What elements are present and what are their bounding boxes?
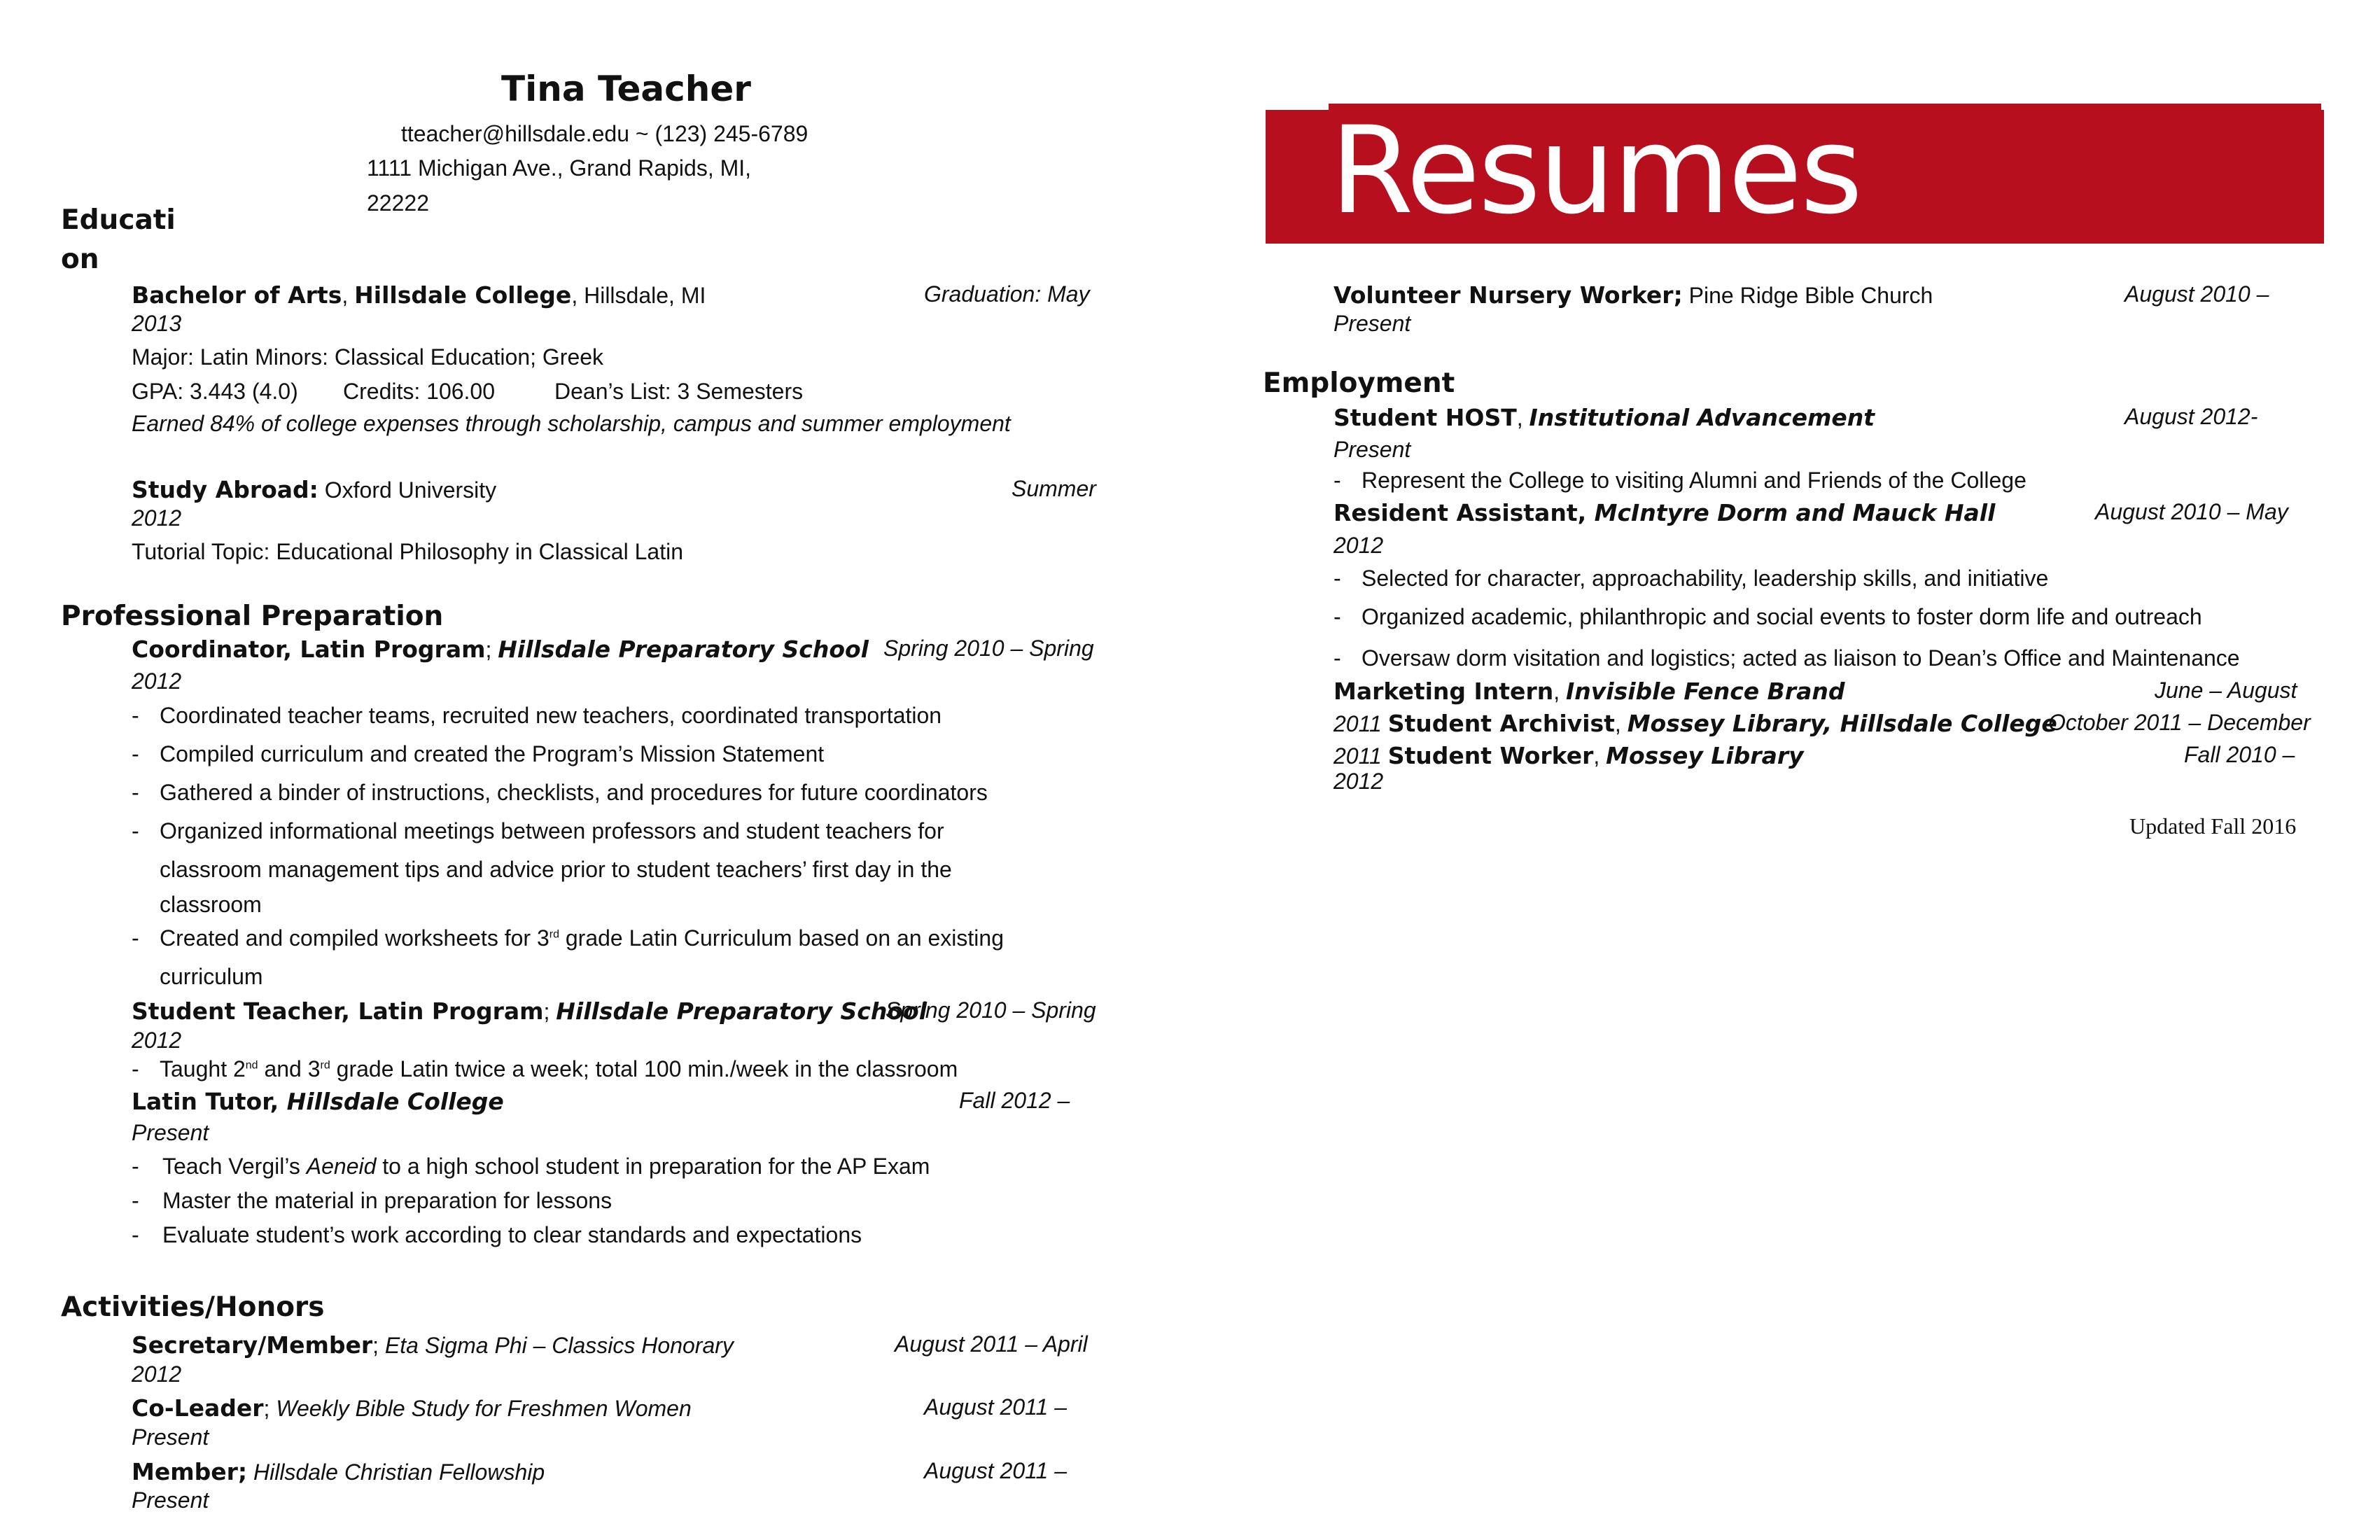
archivist-date-1: October 2011 – December (2048, 710, 2311, 735)
bullet-dash: - (132, 925, 139, 951)
bullet-dash: - (1334, 645, 1341, 671)
study-abroad-date-2: 2012 (132, 505, 182, 531)
volunteer-title: Volunteer Nursery Worker; (1334, 281, 1683, 309)
volunteer-date-1: August 2010 – (2124, 281, 2269, 307)
bullet-text: Coordinated teacher teams, recruited new teachers, coordinated transportation (160, 703, 942, 728)
study-abroad-date-1: Summer (1011, 476, 1096, 501)
degree-title: Bachelor of Arts (132, 281, 342, 309)
education-heading-part1: Educati (61, 204, 176, 236)
bullet-text: Represent the College to visiting Alumni and Friends of the College (1362, 468, 2026, 493)
host-org: Institutional Advancement (1529, 404, 1875, 431)
volunteer-date-2: Present (1334, 311, 1411, 336)
worker-org: Mossey Library (1606, 742, 1804, 769)
bullet-text: Organized informational meetings between professors and student teachers for (160, 818, 944, 844)
student-teacher-separator: ; (543, 999, 556, 1024)
co-leader-org: Weekly Bible Study for Freshmen Women (276, 1396, 692, 1421)
employment-heading: Employment (1263, 368, 1455, 399)
bullet-text-a: Taught 2 (160, 1056, 246, 1082)
bullet-dash: - (132, 1154, 139, 1179)
member-org: Hillsdale Christian Fellowship (247, 1460, 545, 1485)
gpa: GPA: 3.443 (4.0) (132, 379, 298, 404)
coordinator-bullet-2 (132, 741, 825, 767)
student-teacher-bullet-1 (132, 1056, 958, 1082)
degree-date-2: 2013 (132, 311, 182, 336)
latin-tutor-title: Latin Tutor, (132, 1088, 279, 1115)
bullet-text (160, 1056, 958, 1082)
bullet-dash: - (132, 1188, 139, 1213)
coordinator-bullet-1 (132, 703, 942, 729)
bullet-dash: - (1334, 468, 1341, 493)
bullet-text: Evaluate student’s work according to clear standards and expectations (162, 1222, 862, 1247)
bullet-text (162, 1154, 930, 1180)
bullet-text: Oversaw dorm visitation and logistics; acted as liaison to Dean’s Office and Maintenance (1362, 645, 2240, 671)
secretary-line (132, 1331, 734, 1359)
archivist-title: Student Archivist (1387, 710, 1615, 737)
coordinator-title: Coordinator, Latin Program (132, 636, 486, 663)
degree-school: Hillsdale College (354, 281, 572, 309)
bullet-text-italic: Aeneid (306, 1154, 377, 1179)
study-abroad-place: Oxford University (318, 477, 497, 503)
host-date-2: Present (1334, 437, 1411, 462)
coordinator-org: Hillsdale Preparatory School (498, 636, 869, 663)
marketing-separator: , (1553, 679, 1566, 704)
student-teacher-title: Student Teacher, Latin Program (132, 997, 544, 1025)
worker-date-2: 2012 (1334, 769, 1384, 794)
degree-line (132, 281, 706, 309)
secretary-org: Eta Sigma Phi – Classics Honorary (384, 1333, 734, 1358)
coordinator-bullet-3 (132, 780, 988, 806)
latin-tutor-date-1: Fall 2012 – (959, 1088, 1070, 1113)
bullet-dash: - (132, 780, 139, 805)
worker-title: Student Worker (1387, 742, 1594, 769)
marketing-date-1: June – August (2155, 678, 2297, 703)
co-leader-date-2: Present (132, 1424, 209, 1450)
worker-line (1334, 742, 1804, 769)
archivist-date-2: 2011 (1334, 743, 1382, 769)
worker-date-1: Fall 2010 – (2184, 742, 2295, 767)
volunteer-line (1334, 281, 1933, 309)
resident-assistant-org: McIntyre Dorm and Mauck Hall (1586, 499, 1996, 526)
host-date-1: August 2012- (2124, 404, 2258, 429)
bullet-dash: - (132, 703, 139, 728)
marketing-date-2: 2011 (1334, 711, 1382, 736)
coordinator-line (132, 636, 869, 663)
latin-tutor-org: Hillsdale College (279, 1088, 504, 1115)
worker-separator: , (1593, 743, 1606, 769)
degree-date-1: Graduation: May (924, 281, 1090, 307)
professional-heading: Professional Preparation (61, 601, 444, 632)
address-line-1: 1111 Michigan Ave., Grand Rapids, MI, (367, 155, 752, 181)
ordinal-suffix: rd (320, 1059, 330, 1072)
banner-title: Resumes (1330, 100, 1861, 241)
student-teacher-date-1: Spring 2010 – Spring (886, 997, 1096, 1023)
student-teacher-line (132, 997, 927, 1025)
latin-tutor-bullet-2 (132, 1188, 612, 1214)
latin-tutor-bullet-3 (132, 1222, 862, 1248)
resident-assistant-date-2: 2012 (1334, 533, 1384, 558)
latin-tutor-bullet-1 (132, 1154, 930, 1180)
bullet-text-b: to a high school student in preparation for the AP Exam (376, 1154, 930, 1179)
coordinator-bullet-4-cont-1: classroom management tips and advice prior to student teachers’ first day in the (160, 857, 952, 882)
resident-assistant-bullet-3 (1334, 645, 2240, 671)
bullet-dash: - (132, 818, 139, 844)
resident-assistant-bullet-1 (1334, 566, 2049, 592)
address-line-2: 22222 (367, 190, 429, 216)
bullet-text (160, 925, 1004, 951)
bullet-text-a: Teach Vergil’s (162, 1154, 307, 1179)
resident-assistant-line (1334, 499, 1995, 526)
archivist-separator: , (1614, 711, 1628, 736)
bullet-text: Selected for character, approachability, leadership skills, and initiative (1362, 566, 2049, 591)
study-abroad-line (132, 476, 496, 503)
bullet-dash: - (1334, 604, 1341, 629)
coordinator-separator: ; (485, 637, 498, 662)
student-teacher-date-2: 2012 (132, 1028, 182, 1053)
bullet-text: Master the material in preparation for lessons (162, 1188, 612, 1213)
ordinal-suffix: rd (549, 928, 559, 941)
bullet-text-a: Created and compiled worksheets for 3 (160, 925, 550, 951)
coordinator-bullet-4-cont-2: classroom (160, 892, 262, 917)
bullet-dash: - (132, 1222, 139, 1247)
updated-note: Updated Fall 2016 (2129, 813, 2297, 839)
host-separator: , (1516, 405, 1530, 430)
bullet-text-c: grade Latin twice a week; total 100 min./week in the classroom (330, 1056, 958, 1082)
secretary-title: Secretary/Member (132, 1331, 373, 1359)
bullet-text-b: grade Latin Curriculum based on an existing (559, 925, 1004, 951)
latin-tutor-date-2: Present (132, 1120, 209, 1145)
student-teacher-org: Hillsdale Preparatory School (556, 997, 927, 1025)
credits: Credits: 106.00 (343, 379, 496, 404)
host-title: Student HOST (1334, 404, 1517, 431)
resume-name: Tina Teacher (501, 69, 751, 109)
activities-heading: Activities/Honors (61, 1292, 325, 1323)
host-bullet-1 (1334, 468, 2026, 493)
coordinator-bullet-4 (132, 818, 944, 844)
study-abroad-label: Study Abroad: (132, 476, 318, 503)
member-title: Member; (132, 1458, 248, 1485)
member-date-2: Present (132, 1488, 209, 1513)
degree-location: , Hillsdale, MI (571, 283, 706, 308)
bullet-text: Organized academic, philanthropic and social events to foster dorm life and outreach (1362, 604, 2202, 629)
deans-list: Dean’s List: 3 Semesters (554, 379, 804, 404)
member-date-1: August 2011 – (924, 1458, 1068, 1483)
volunteer-org: Pine Ridge Bible Church (1682, 283, 1933, 308)
co-leader-separator: ; (263, 1396, 276, 1421)
bullet-text-b: and 3 (258, 1056, 321, 1082)
major-line: Major: Latin Minors: Classical Education; Greek (132, 344, 604, 370)
marketing-org: Invisible Fence Brand (1566, 678, 1845, 705)
marketing-title: Marketing Intern (1334, 678, 1554, 705)
co-leader-date-1: August 2011 – (924, 1394, 1068, 1420)
latin-tutor-line (132, 1088, 504, 1115)
secretary-date-1: August 2011 – April (895, 1331, 1088, 1357)
degree-separator: , (342, 283, 355, 308)
host-line (1334, 404, 1875, 431)
education-heading-part2: on (61, 244, 99, 275)
bullet-text: Compiled curriculum and created the Program’s Mission Statement (160, 741, 825, 766)
contact-line: tteacher@hillsdale.edu ~ (123) 245-6789 (401, 121, 808, 146)
resident-assistant-date-1: August 2010 – May (2095, 499, 2288, 524)
bullet-dash: - (132, 741, 139, 766)
archivist-org: Mossey Library, Hillsdale College (1627, 710, 2057, 737)
secretary-date-2: 2012 (132, 1362, 182, 1387)
tutorial-topic: Tutorial Topic: Educational Philosophy in Classical Latin (132, 539, 683, 564)
member-line (132, 1458, 545, 1485)
coordinator-bullet-5-cont: curriculum (160, 964, 263, 989)
archivist-line (1334, 710, 2057, 737)
bullet-dash: - (132, 1056, 139, 1082)
bullet-dash: - (1334, 566, 1341, 591)
earned-line: Earned 84% of college expenses through scholarship, campus and summer employment (132, 411, 1011, 436)
resident-assistant-bullet-2 (1334, 604, 2202, 630)
secretary-separator: ; (372, 1333, 385, 1358)
co-leader-line (132, 1394, 692, 1422)
ordinal-suffix: nd (245, 1059, 258, 1072)
coordinator-date-1: Spring 2010 – Spring (883, 636, 1094, 661)
coordinator-date-2: 2012 (132, 668, 182, 694)
coordinator-bullet-5 (132, 925, 1004, 951)
bullet-text: Gathered a binder of instructions, checklists, and procedures for future coordinators (160, 780, 988, 805)
resident-assistant-title: Resident Assistant, (1334, 499, 1587, 526)
co-leader-title: Co-Leader (132, 1394, 264, 1422)
marketing-line (1334, 678, 1844, 705)
